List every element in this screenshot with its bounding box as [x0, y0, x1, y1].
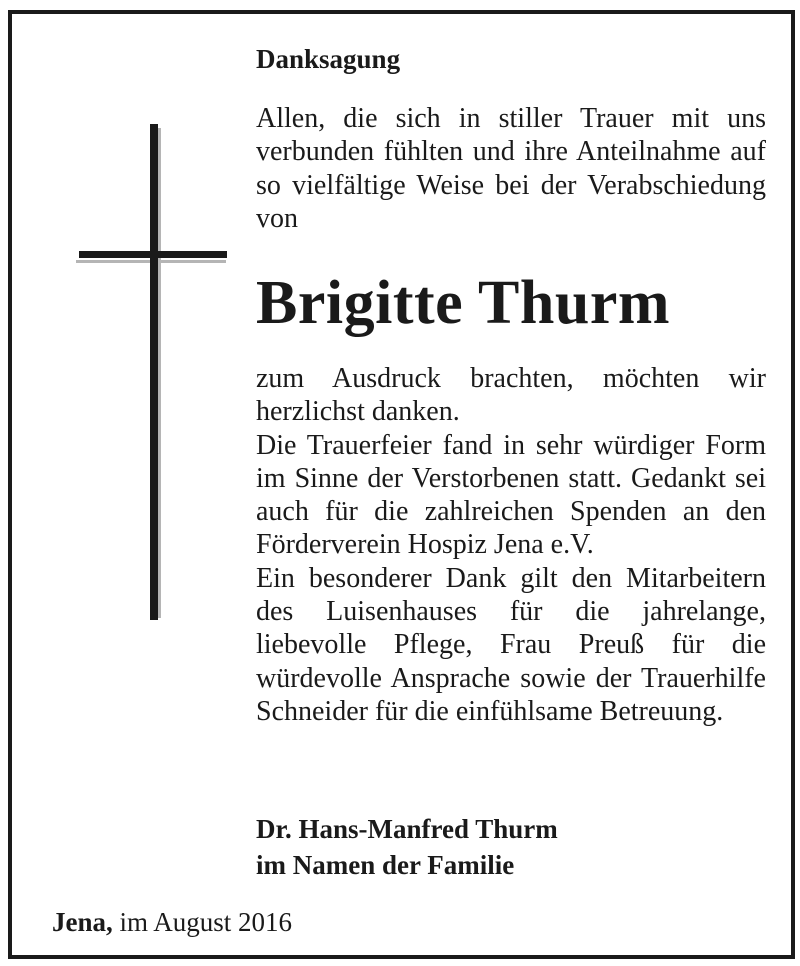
- date: im August 2016: [119, 907, 293, 937]
- paragraph: zum Ausdruck brachten, möchten wir herzlichst danken.: [256, 363, 766, 428]
- obituary-notice: [8, 10, 795, 959]
- cross-icon: [72, 124, 227, 620]
- place-date: [52, 907, 292, 938]
- paragraph: Die Trauerfeier fand in sehr würdiger Form im Sinne der Verstorbenen statt. Gedankt sei auch für die zahlreichen Spenden an den Förderverein Hospiz Jena e.V.: [256, 429, 766, 561]
- deceased-name: Brigitte Thurm: [256, 269, 670, 337]
- intro-paragraph: Allen, die sich in stiller Trauer mit uns verbunden fühlten und ihre Anteilnahme auf so vielfältige Weise bei der Verabschiedung von: [256, 103, 766, 234]
- heading: Danksagung: [256, 44, 401, 74]
- body-text: [256, 362, 766, 728]
- signature-family: im Namen der Familie: [256, 850, 515, 880]
- place: Jena,: [52, 907, 113, 937]
- paragraph: Ein besonderer Dank gilt den Mitarbeitern des Luisenhauses für die jahrelange, liebevolle Pflege, Frau Preuß für die würdevolle Ansprache sowie der Trauerhilfe Schneider für die einfühlsame Betreuung.: [256, 562, 766, 727]
- signature: [256, 811, 558, 883]
- signature-name: Dr. Hans-Manfred Thurm: [256, 814, 558, 844]
